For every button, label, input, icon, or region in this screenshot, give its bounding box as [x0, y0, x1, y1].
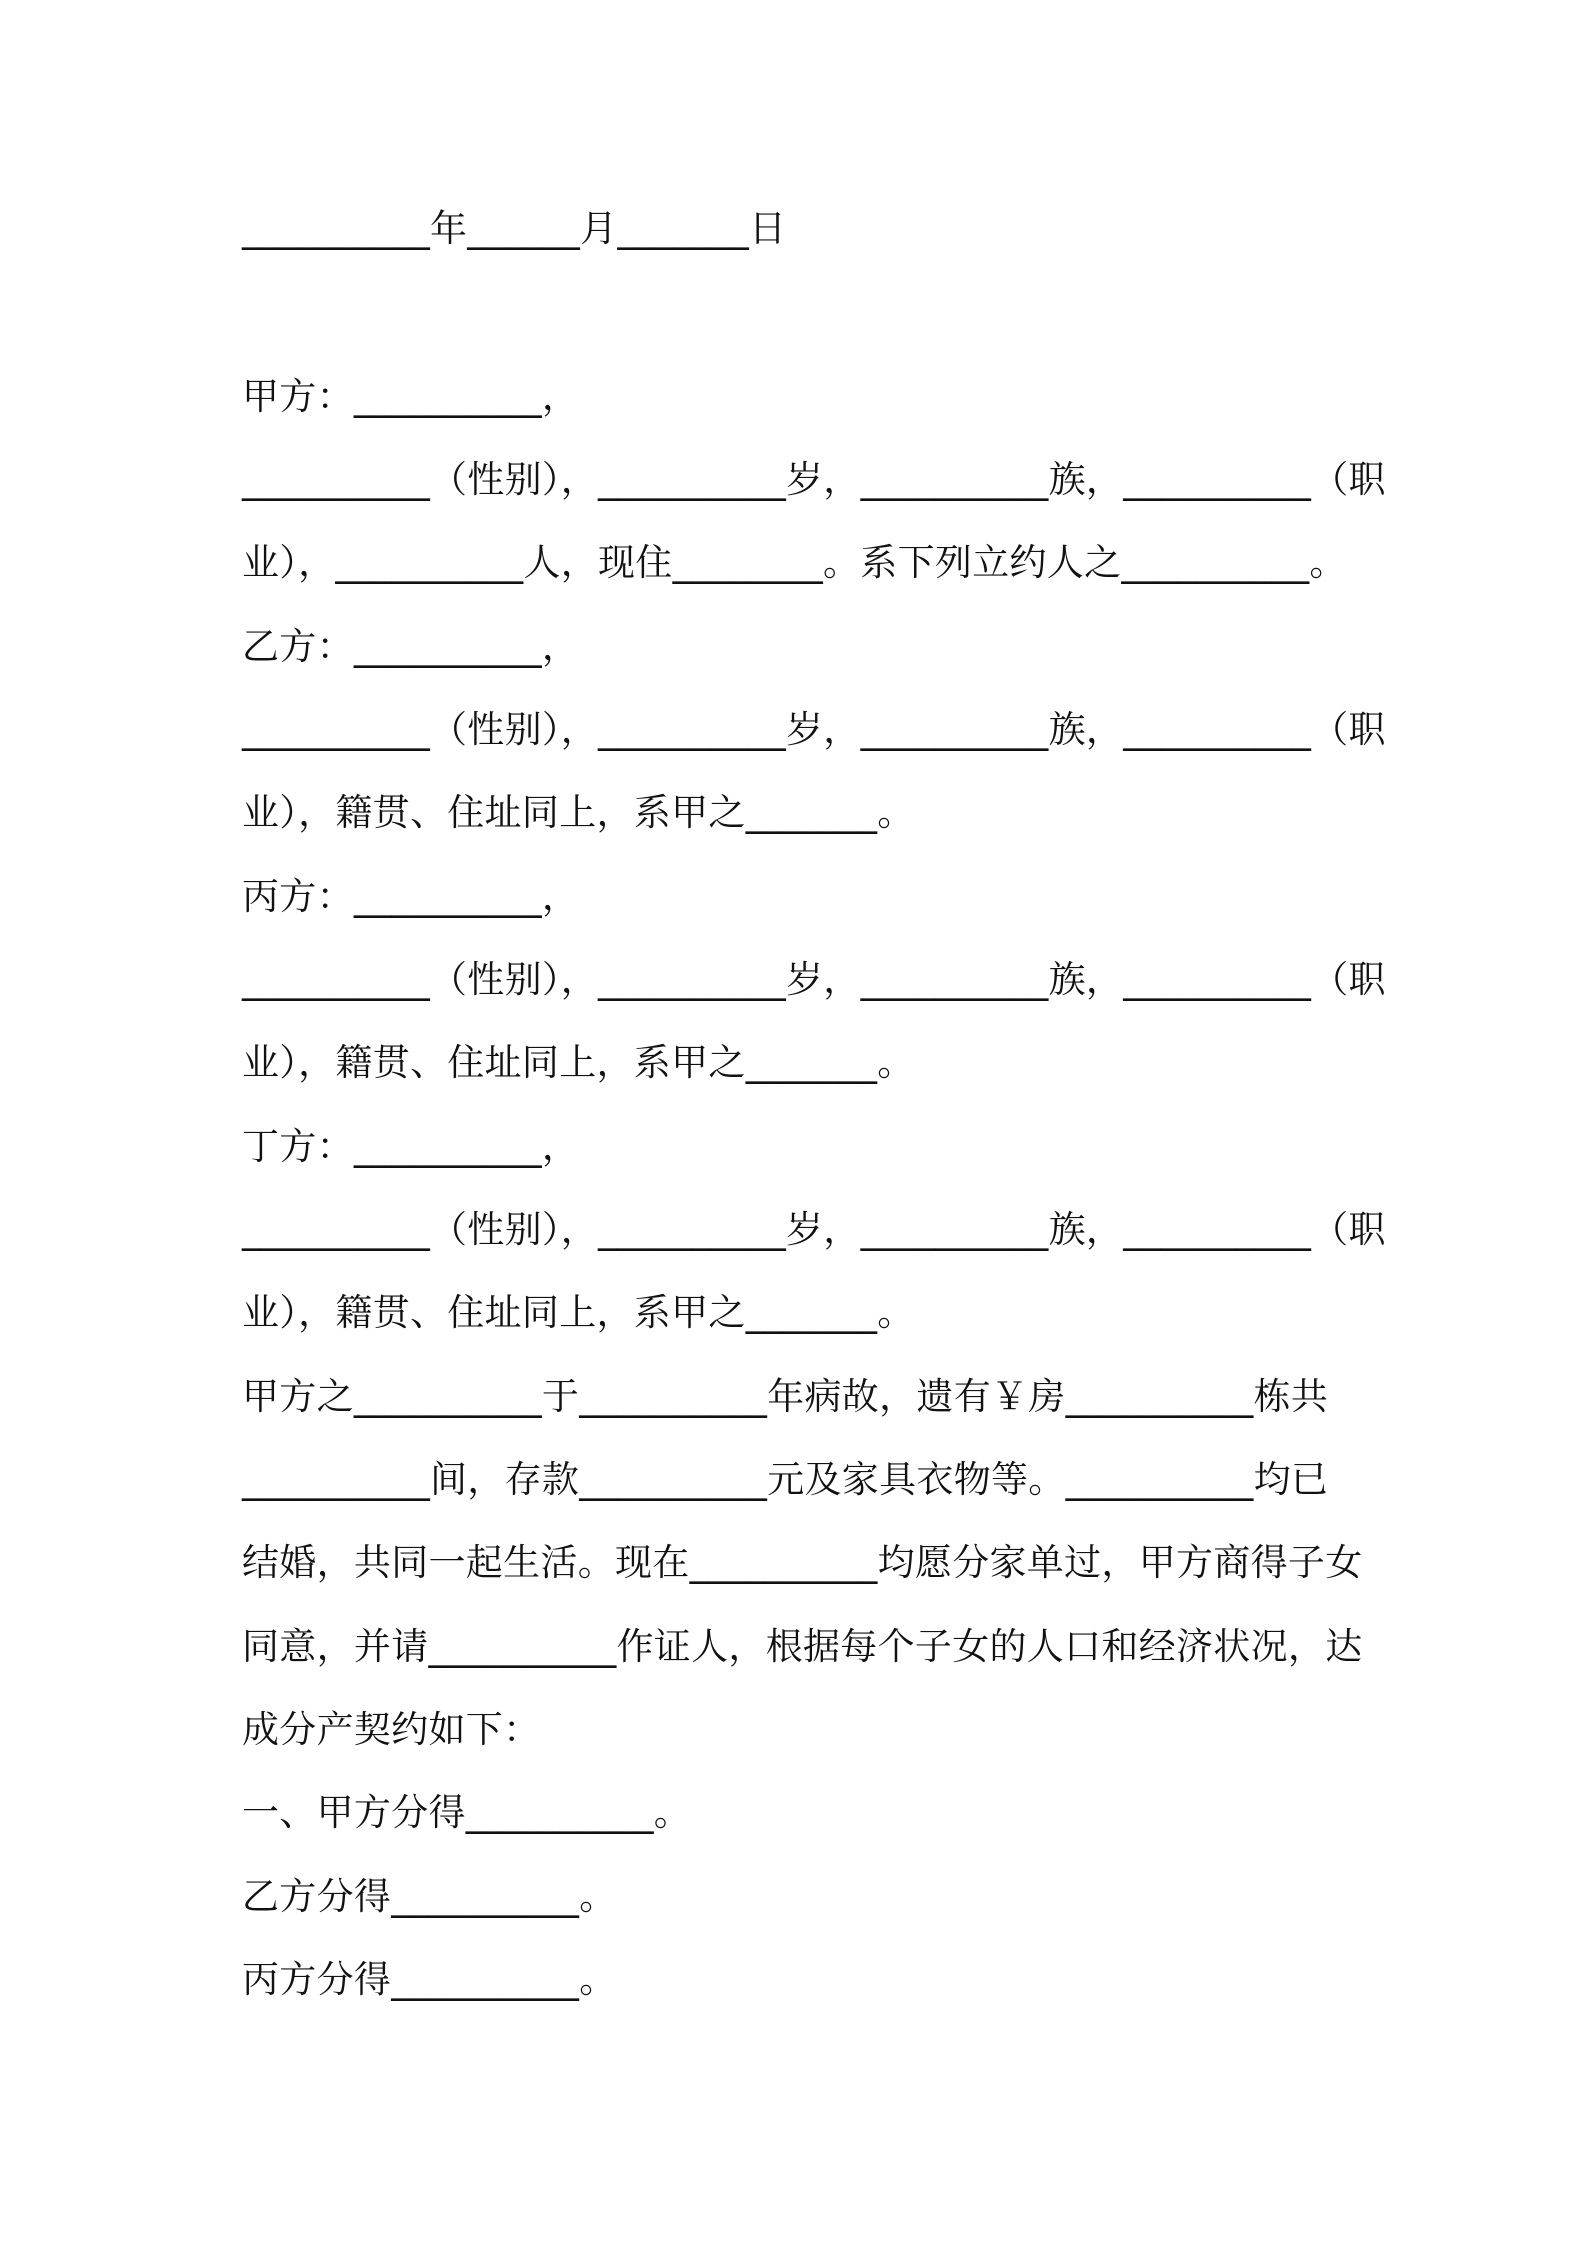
body-paragraph-line-5: 成分产契约如下： — [242, 1708, 541, 1751]
party-c-info-line-2: 业），籍贯、住址同上，系甲之_______。 — [242, 1041, 915, 1084]
clause-party-c-share: 丙方分得__________。 — [242, 1958, 617, 2001]
party-d-name: 丁方：__________， — [242, 1125, 580, 1168]
clause-party-a-share: 一、甲方分得__________。 — [242, 1791, 692, 1834]
party-b-info-line-2: 业），籍贯、住址同上，系甲之_______。 — [242, 791, 915, 834]
body-paragraph-line-2: __________间，存款__________元及家具衣物等。__________均已 — [242, 1458, 1329, 1501]
party-d-info-line-2: 业），籍贯、住址同上，系甲之_______。 — [242, 1291, 915, 1334]
party-d-info-line-1: __________（性别），__________岁，__________族，__________（职 — [242, 1208, 1386, 1251]
party-c-info-line-1: __________（性别），__________岁，__________族，__________（职 — [242, 958, 1386, 1001]
party-c-name: 丙方：__________， — [242, 875, 580, 918]
body-paragraph-line-4: 同意，并请__________作证人，根据每个子女的人口和经济状况，达 — [242, 1625, 1363, 1668]
party-a-info-line-1: __________（性别），__________岁，__________族，__________（职 — [242, 458, 1386, 501]
body-paragraph-line-3: 结婚，共同一起生活。现在__________均愿分家单过，甲方商得子女 — [242, 1541, 1363, 1584]
party-b-name: 乙方：__________， — [242, 625, 580, 668]
party-b-info-line-1: __________（性别），__________岁，__________族，__________（职 — [242, 708, 1386, 751]
date-line: __________年______月_______日 — [242, 207, 787, 250]
party-a-info-line-2: 业），__________人，现住________。系下列立约人之__________。 — [242, 541, 1347, 584]
clause-party-b-share: 乙方分得__________。 — [242, 1875, 617, 1918]
party-a-name: 甲方：__________， — [242, 375, 580, 418]
body-paragraph-line-1: 甲方之__________于__________年病故，遗有￥房__________栋共 — [242, 1375, 1329, 1418]
